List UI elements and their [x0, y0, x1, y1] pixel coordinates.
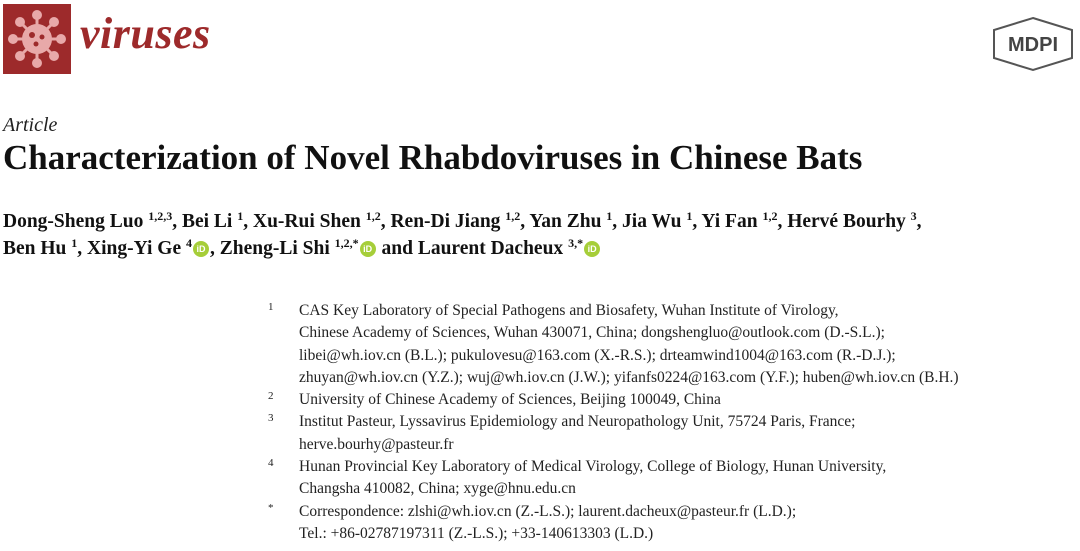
author-name [182, 211, 243, 232]
journal-header [0, 0, 1080, 80]
affiliation-item [268, 411, 1068, 456]
author-separator: , [380, 211, 391, 232]
article-type: Article [3, 114, 58, 136]
author-name-text: Hervé Bourhy [787, 211, 906, 232]
orcid-icon[interactable]: iD [584, 241, 600, 257]
author-affiliation-sup: 1,2,* [334, 236, 359, 250]
affiliation-line: CAS Key Laboratory of Special Pathogens and Biosafety, Wuhan Institute of Virology, [299, 302, 839, 319]
author-affiliation-sup: 4 [185, 236, 192, 250]
affiliation-item [268, 456, 1068, 501]
author-name [622, 211, 692, 232]
author-name-text: Xing-Yi Ge [87, 238, 182, 259]
affiliation-line: Institut Pasteur, Lyssavirus Epidemiology and Neuropathology Unit, 75724 Paris, France; [299, 413, 856, 431]
affiliation-line: Tel.: +86-02787197311 (Z.-L.S.); +33-140613303 (L.D.) [299, 524, 654, 542]
affiliation-number: 1 [268, 301, 274, 313]
affiliation-number: * [268, 501, 274, 514]
author-name-text: Ben Hu [3, 238, 67, 259]
author-name [787, 211, 916, 232]
author-name [3, 211, 172, 232]
author-separator: , [243, 211, 253, 232]
affiliation-text [299, 456, 1068, 501]
author-affiliation-sup: 1,2 [762, 209, 778, 223]
affiliation-text [299, 411, 1068, 456]
affiliation-item [268, 389, 1068, 411]
orcid-icon[interactable]: iD [360, 241, 376, 257]
affiliation-line: Hunan Provincial Key Laboratory of Medical Virology, College of Biology, Hunan University, [299, 458, 887, 476]
author-name-text: Jia Wu [622, 211, 682, 232]
author-affiliation-sup: 1,2 [505, 209, 521, 223]
affiliation-item [268, 501, 1068, 546]
mdpi-logo-icon [990, 16, 1076, 72]
author-affiliation-sup: 1 [606, 209, 613, 223]
publisher-name: MDPI [1008, 34, 1058, 56]
author-affiliation-sup: 1,2 [365, 209, 381, 223]
author-separator: , [77, 238, 88, 259]
journal-name: viruses [80, 9, 211, 58]
affiliation-line: Changsha 410082, China; xyge@hnu.edu.cn [299, 480, 576, 498]
author-name [220, 238, 377, 259]
affiliation-number: 2 [268, 390, 274, 403]
author-name [253, 211, 381, 232]
author-separator: , [916, 211, 922, 232]
affiliation-number: 4 [268, 457, 274, 470]
author-name [3, 238, 77, 259]
affiliation-line: University of Chinese Academy of Sciences, Beijing 100049, China [299, 391, 721, 409]
author-name-text: Yi Fan [701, 211, 758, 232]
author-name [418, 238, 601, 259]
article-title: Characterization of Novel Rhabdoviruses in Chinese Bats [3, 138, 863, 177]
author-list [3, 208, 1073, 262]
affiliation-line: libei@wh.iov.cn (B.L.); pukulovesu@163.com (X.-R.S.); drteamwind1004@163.com (R.-D.J.); [299, 346, 896, 364]
virus-logo-icon [3, 4, 71, 74]
author-name [390, 211, 520, 232]
author-affiliation-sup: 1 [71, 236, 78, 250]
author-name-text: Zheng-Li Shi [219, 238, 330, 259]
author-name-text: Bei Li [181, 211, 233, 232]
author-name [87, 238, 210, 259]
author-separator: , [612, 211, 623, 232]
affiliation-line: Correspondence: zlshi@wh.iov.cn (Z.-L.S.); laurent.dacheux@pasteur.fr (L.D.); [299, 502, 797, 520]
affiliation-text [299, 300, 1068, 389]
author-name-text: Laurent Dacheux [417, 238, 564, 259]
author-separator: and [376, 238, 418, 259]
affiliation-line: zhuyan@wh.iov.cn (Y.Z.); wuj@wh.iov.cn (J.W.); yifanfs0224@163.com (Y.F.); huben@wh.iov.cn (B.H.) [299, 368, 959, 386]
author-separator: , [520, 211, 530, 232]
affiliation-list [268, 300, 1068, 545]
author-name-text: Xu-Rui Shen [252, 211, 361, 232]
affiliation-text [299, 501, 1068, 546]
affiliation-text [299, 389, 1068, 411]
author-name-text: Ren-Di Jiang [390, 211, 501, 232]
author-affiliation-sup: 3 [910, 209, 917, 223]
author-name-text: Yan Zhu [529, 211, 602, 232]
orcid-icon[interactable]: iD [193, 241, 209, 257]
author-separator: , [692, 211, 702, 232]
affiliation-item [268, 300, 1068, 389]
author-name [529, 211, 612, 232]
author-separator: , [777, 211, 788, 232]
author-affiliation-sup: 1 [686, 209, 693, 223]
affiliation-number: 3 [268, 412, 274, 425]
affiliation-line: Chinese Academy of Sciences, Wuhan 430071, China; dongshengluo@outlook.com (D.-S.L.); [299, 324, 885, 342]
author-separator: , [172, 211, 182, 232]
author-name [701, 211, 777, 232]
affiliation-line: herve.bourhy@pasteur.fr [299, 435, 454, 453]
author-affiliation-sup: 3,* [568, 236, 584, 250]
author-affiliation-sup: 1 [237, 209, 244, 223]
author-name-text: Dong-Sheng Luo [3, 211, 144, 232]
author-separator: , [209, 238, 220, 259]
author-affiliation-sup: 1,2,3 [148, 209, 173, 223]
